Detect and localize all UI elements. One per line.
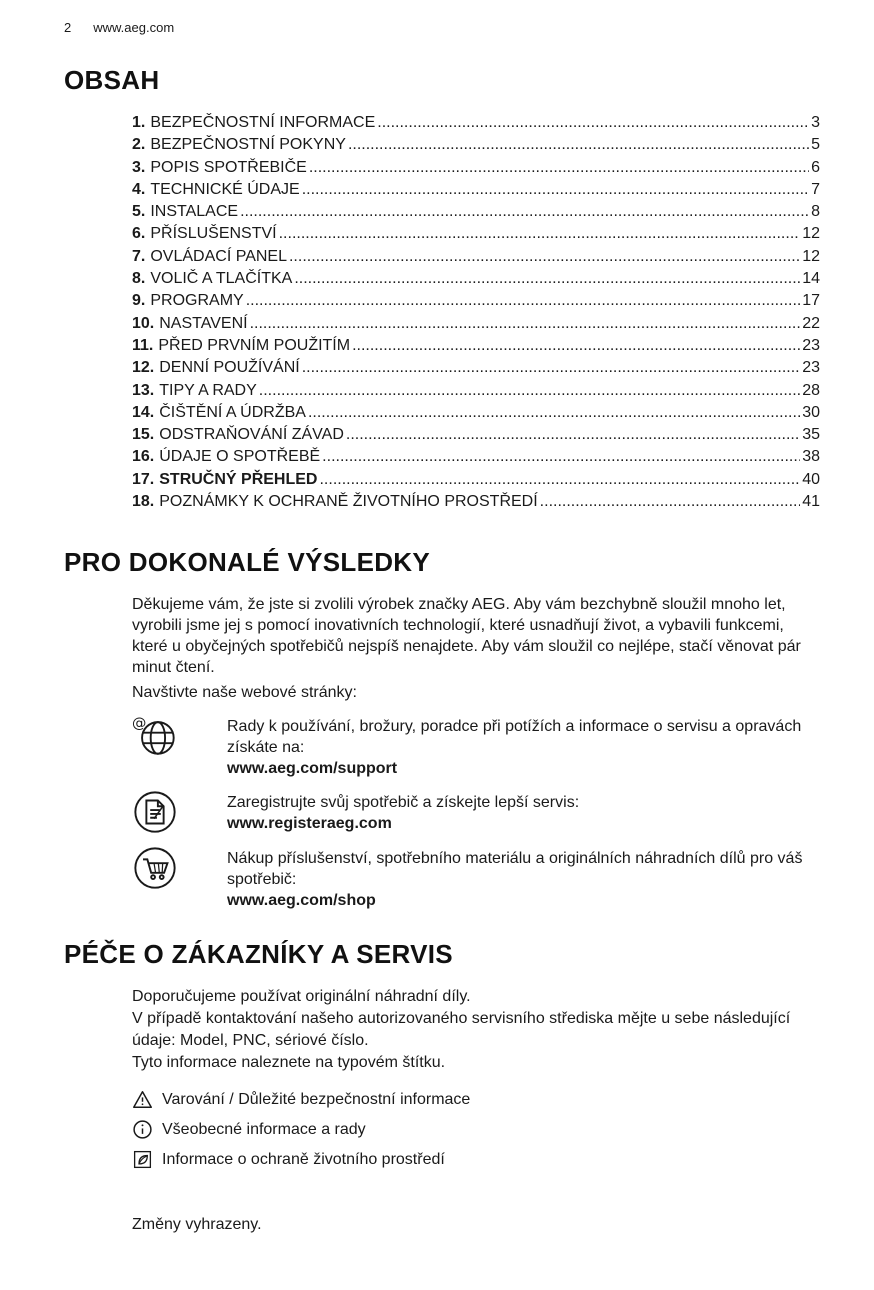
toc-entry[interactable]: [132, 201, 820, 223]
toc-entry-label: PŘÍSLUŠENSTVÍ: [150, 225, 277, 243]
web-link-item: [132, 845, 816, 911]
toc-entry-number: 4.: [132, 180, 146, 198]
toc-entry-number: 18.: [132, 493, 155, 511]
toc-entry[interactable]: [132, 223, 820, 245]
toc-entry[interactable]: [132, 157, 820, 179]
toc-entry[interactable]: [132, 290, 820, 312]
page-header: [64, 20, 820, 35]
toc-entry-page: 35: [802, 426, 820, 444]
section-results-title: PRO DOKONALÉ VÝSLEDKY: [64, 547, 431, 578]
toc-entry-number: 2.: [132, 136, 146, 154]
info-icon: [132, 1119, 153, 1140]
toc-entry-label: PŘED PRVNÍM POUŽITÍM: [158, 336, 351, 354]
toc-leader-dots: [540, 491, 801, 513]
legend-note-text: Varování / Důležité bezpečnostní informace: [162, 1090, 471, 1108]
toc-entry-label: OVLÁDACÍ PANEL: [150, 247, 287, 265]
toc-leader-dots: [302, 179, 809, 201]
toc-entry-page: 14: [802, 270, 820, 288]
svg-text:@: @: [132, 715, 147, 732]
toc-entry-label: STRUČNÝ PŘEHLED: [159, 470, 318, 488]
toc-entry-page: 8: [811, 203, 820, 221]
service-line: Doporučujeme používat originální náhradní díly.: [132, 988, 471, 1006]
toc-leader-dots: [348, 134, 809, 156]
toc-entry-number: 5.: [132, 203, 146, 221]
eco-icon: [132, 1149, 153, 1170]
toc-entry-number: 1.: [132, 114, 146, 131]
toc-entry-label: PROGRAMY: [150, 292, 244, 310]
toc-entry[interactable]: [132, 491, 820, 513]
toc-list: [132, 112, 820, 513]
register-icon: [132, 789, 178, 835]
warning-icon: [132, 1089, 153, 1110]
toc-entry[interactable]: [132, 469, 820, 491]
toc-entry-number: 10.: [132, 314, 155, 332]
toc-entry-number: 12.: [132, 359, 155, 377]
note-list: [132, 1088, 816, 1170]
toc-entry-label: DENNÍ POUŽÍVÁNÍ: [159, 359, 300, 377]
service-line: Tyto informace naleznete na typovém štítku.: [132, 1054, 446, 1072]
globe-icon: [132, 713, 178, 759]
toc-entry-page: 22: [802, 314, 820, 332]
page-number: 2: [64, 20, 72, 35]
toc-leader-dots: [322, 446, 800, 468]
toc-entry[interactable]: [132, 335, 820, 357]
toc-entry-label: BEZPEČNOSTNÍ INFORMACE: [150, 114, 376, 131]
toc-entry[interactable]: [132, 402, 820, 424]
toc-entry-page: 23: [802, 336, 820, 354]
toc-leader-dots: [240, 201, 809, 223]
toc-leader-dots: [319, 469, 800, 491]
toc-entry-number: 17.: [132, 470, 155, 488]
toc-leader-dots: [377, 112, 809, 134]
link-description: Rady k používání, brožury, poradce při potížích a informace o servisu a opravách získáte na:: [227, 718, 802, 757]
toc-entry-label: TECHNICKÉ ÚDAJE: [150, 180, 300, 198]
toc-entry[interactable]: [132, 268, 820, 290]
toc-entry[interactable]: [132, 246, 820, 268]
toc-entry-label: ODSTRAŇOVÁNÍ ZÁVAD: [159, 426, 344, 444]
toc-leader-dots: [294, 268, 800, 290]
toc-entry-number: 13.: [132, 381, 155, 399]
toc-entry-number: 11.: [132, 336, 154, 354]
toc-entry-label: INSTALACE: [150, 203, 239, 221]
toc-entry[interactable]: [132, 313, 820, 335]
toc-entry[interactable]: [132, 380, 820, 402]
toc-entry-label: TIPY A RADY: [159, 381, 257, 399]
site-url: www.aeg.com: [93, 20, 175, 35]
toc-leader-dots: [346, 424, 800, 446]
toc-entry[interactable]: [132, 134, 820, 156]
link-url[interactable]: www.aeg.com/shop: [227, 892, 376, 910]
toc-entry-page: 17: [802, 292, 820, 310]
legend-note-text: Všeobecné informace a rady: [162, 1120, 366, 1138]
web-link-item: [132, 713, 816, 779]
link-url[interactable]: www.aeg.com/support: [227, 760, 398, 778]
toc-entry-page: 41: [802, 493, 820, 511]
web-link-item: [132, 789, 816, 835]
toc-leader-dots: [309, 157, 809, 179]
toc-entry[interactable]: [132, 446, 820, 468]
toc-entry-number: 6.: [132, 225, 146, 243]
service-line: V případě kontaktování našeho autorizovaného servisního střediska mějte u sebe následující údaje: Model, PNC, sériové číslo.: [132, 1010, 791, 1050]
toc-entry-number: 8.: [132, 270, 146, 288]
toc-entry-label: POPIS SPOTŘEBIČE: [150, 158, 307, 176]
legend-note-item: [132, 1088, 816, 1110]
toc-entry-number: 15.: [132, 426, 155, 444]
toc-entry-page: 3: [811, 114, 820, 131]
toc-entry-page: 5: [811, 136, 820, 154]
toc-leader-dots: [259, 380, 800, 402]
toc-entry-page: 12: [802, 247, 820, 265]
toc-entry-label: NASTAVENÍ: [159, 314, 248, 332]
toc-leader-dots: [302, 357, 800, 379]
toc-entry-page: 40: [802, 470, 820, 488]
toc-leader-dots: [308, 402, 800, 424]
toc-entry[interactable]: [132, 112, 820, 134]
toc-title: OBSAH: [64, 65, 160, 95]
toc-entry-page: 23: [802, 359, 820, 377]
toc-entry-page: 7: [811, 180, 820, 198]
toc-entry-page: 6: [811, 158, 820, 176]
toc-entry-label: VOLIČ A TLAČÍTKA: [150, 270, 293, 288]
toc-leader-dots: [246, 290, 801, 312]
visit-websites-line: Navštivte naše webové stránky:: [132, 684, 357, 702]
toc-entry-number: 9.: [132, 292, 146, 310]
toc-entry-page: 30: [802, 403, 820, 421]
toc-entry-label: ČIŠTĚNÍ A ÚDRŽBA: [159, 403, 306, 421]
toc-entry[interactable]: [132, 357, 820, 379]
legend-note-item: [132, 1148, 816, 1170]
toc-entry-label: ÚDAJE O SPOTŘEBĚ: [159, 448, 321, 466]
toc-leader-dots: [352, 335, 800, 357]
toc-leader-dots: [279, 223, 801, 245]
intro-paragraph: Děkujeme vám, že jste si zvolili výrobek značky AEG. Aby vám bezchybně sloužil mnoho let, vyrobili jsme jej s pomocí inovativních technologií, které usnadňují život, a vybavili funkcemi, které u obyčejných spotřebičů nejspíš nenajdete. Aby vám sloužil co nejlépe, stačí věnovat pár minut čtení.: [132, 596, 801, 677]
changes-reserved-note: Změny vyhrazeny.: [132, 1216, 262, 1234]
link-description: Nákup příslušenství, spotřebního materiálu a originálních náhradních dílů pro váš spotřebič:: [227, 850, 803, 889]
web-link-list: [132, 713, 816, 911]
results-section: [132, 594, 816, 911]
toc-leader-dots: [250, 313, 801, 335]
toc-entry[interactable]: [132, 179, 820, 201]
toc-entry-label: BEZPEČNOSTNÍ POKYNY: [150, 136, 346, 154]
service-section: [132, 986, 816, 1234]
link-description: Zaregistrujte svůj spotřebič a získejte lepší servis:: [227, 794, 580, 812]
toc-entry-page: 28: [802, 381, 820, 399]
toc-entry-number: 3.: [132, 158, 146, 176]
toc-entry-number: 16.: [132, 448, 155, 466]
link-url[interactable]: www.registeraeg.com: [227, 815, 392, 833]
toc-leader-dots: [289, 246, 800, 268]
toc-entry-number: 14.: [132, 403, 155, 421]
toc-entry-label: POZNÁMKY K OCHRANĚ ŽIVOTNÍHO PROSTŘEDÍ: [159, 493, 538, 511]
toc-entry[interactable]: [132, 424, 820, 446]
legend-note-text: Informace o ochraně životního prostředí: [162, 1150, 445, 1168]
toc-entry-page: 12: [802, 225, 820, 243]
toc-entry-number: 7.: [132, 247, 146, 265]
cart-icon: [132, 845, 178, 891]
section-service-title: PÉČE O ZÁKAZNÍKY A SERVIS: [64, 939, 453, 970]
toc-entry-page: 38: [802, 448, 820, 466]
legend-note-item: [132, 1118, 816, 1140]
